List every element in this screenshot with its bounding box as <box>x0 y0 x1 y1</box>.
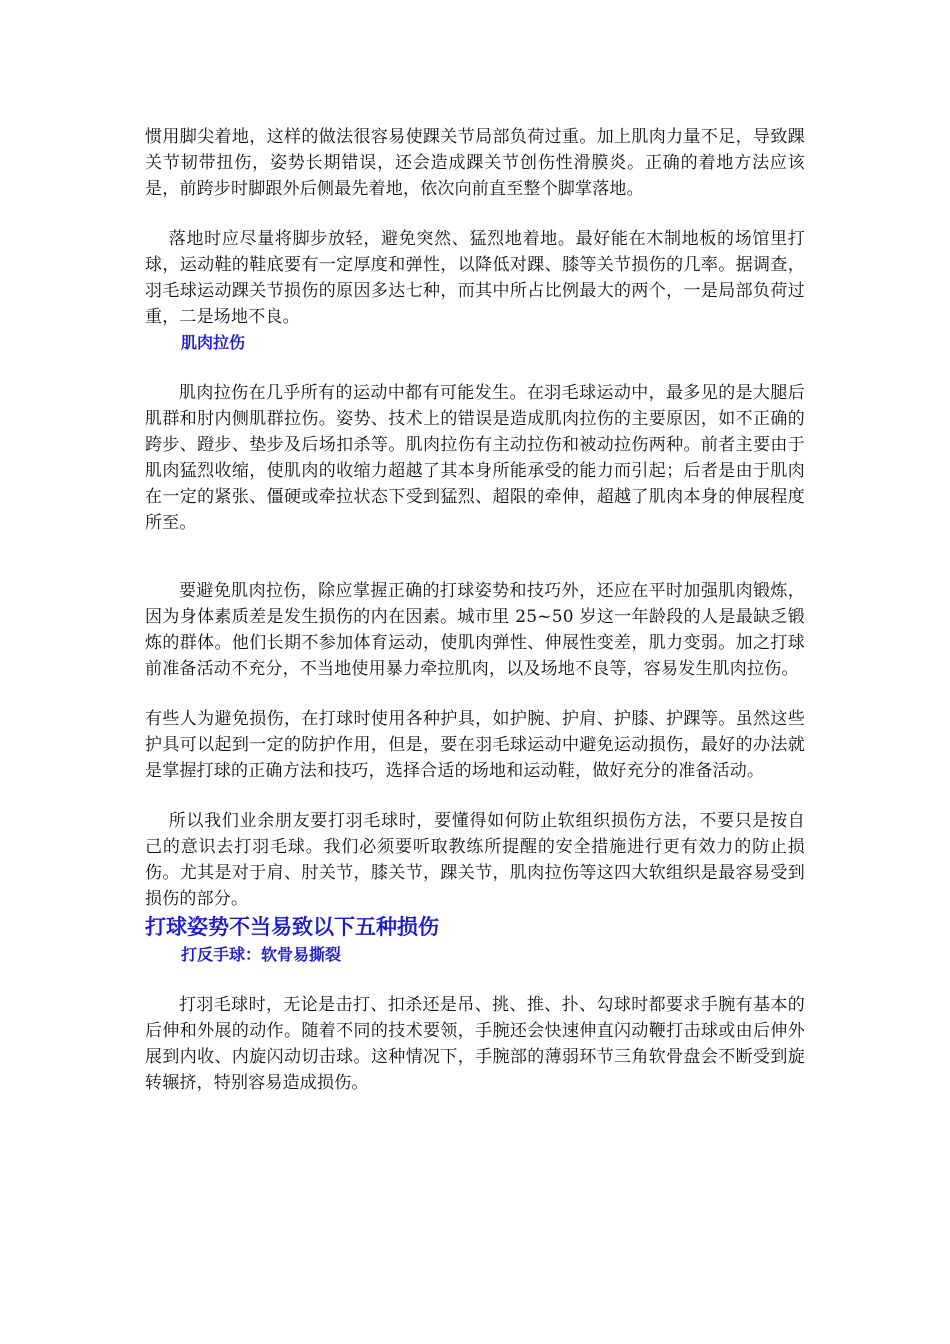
paragraph-muscle-strain: 肌肉拉伤在几乎所有的运动中都有可能发生。在羽毛球运动中，最多见的是大腿后肌群和肘内侧肌群拉伤。姿势、技术上的错误是造成肌肉拉伤的主要原因，如不正确的跨步、蹬步、垫步及后场扣杀等。肌肉拉伤有主动拉伤和被动拉伤两种。前者主要由于肌肉猛烈收缩，使肌肉的收缩力超越了其本身所能承受的能力而引起；后者是由于肌肉在一定的紧张、僵硬或牵拉状态下受到猛烈、超限的牵伸，超越了肌肉本身的伸展程度所至。 <box>145 383 805 533</box>
paragraph-ankle-landing: 惯用脚尖着地，这样的做法很容易使踝关节局部负荷过重。加上肌肉力量不足，导致踝关节韧带扭伤，姿势长期错误，还会造成踝关节创伤性滑膜炎。正确的着地方法应该是，前跨步时脚跟外后侧最先着地，依次向前直至整个脚掌落地。 <box>145 127 805 199</box>
paragraph-amateur-advice: 所以我们业余朋友要打羽毛球时，要懂得如何防止软组织损伤方法，不要只是按自己的意识去打羽毛球。我们必须要听取教练所提醒的安全措施进行更有效力的防止损伤。尤其是对于肩、肘关节，膝关节，踝关节，肌肉拉伤等这四大软组织是最容易受到损伤的部分。 <box>145 811 805 909</box>
paragraph-wrist: 打羽毛球时，无论是击打、扣杀还是吊、挑、推、扑、勾球时都要求手腕有基本的后伸和外展的动作。随着不同的技术要领，手腕还会快速伸直闪动鞭打击球或由后伸外展到内收、内旋闪动切击球。这种情况下，手腕部的薄弱环节三角软骨盘会不断受到旋转辗挤，特别容易造成损伤。 <box>145 995 805 1093</box>
subheading-backhand: 打反手球：软骨易撕裂 <box>181 945 342 964</box>
paragraph-protective-gear: 有些人为避免损伤，在打球时使用各种护具，如护腕、护肩、护膝、护踝等。虽然这些护具可以起到一定的防护作用，但是，要在羽毛球运动中避免运动损伤，最好的办法就是掌握打球的正确方法和技巧，选择合适的场地和运动鞋，做好充分的准备活动。 <box>145 709 805 781</box>
section-title: 打球姿势不当易致以下五种损伤 <box>145 915 439 939</box>
subheading-muscle-strain: 肌肉拉伤 <box>181 333 246 352</box>
paragraph-landing-advice: 落地时应尽量将脚步放轻，避免突然、猛烈地着地。最好能在木制地板的场馆里打球，运动鞋的鞋底要有一定厚度和弹性，以降低对踝、膝等关节损伤的几率。据调查，羽毛球运动踝关节损伤的原因多达七种，而其中所占比例最大的两个，一是局部负荷过重，二是场地不良。 <box>145 229 805 327</box>
document-body <box>145 124 805 1096</box>
paragraph-avoid-strain: 要避免肌肉拉伤，除应掌握正确的打球姿势和技巧外，还应在平时加强肌肉锻炼，因为身体素质差是发生损伤的内在因素。城市里 25~50 岁这一年龄段的人是最缺乏锻炼的群体。他们长期不参加体育运动，使肌肉弹性、伸展性变差，肌力变弱。加之打球前准备活动不充分，不当地使用暴力牵拉肌肉，以及场地不良等，容易发生肌肉拉伤。 <box>145 581 805 679</box>
